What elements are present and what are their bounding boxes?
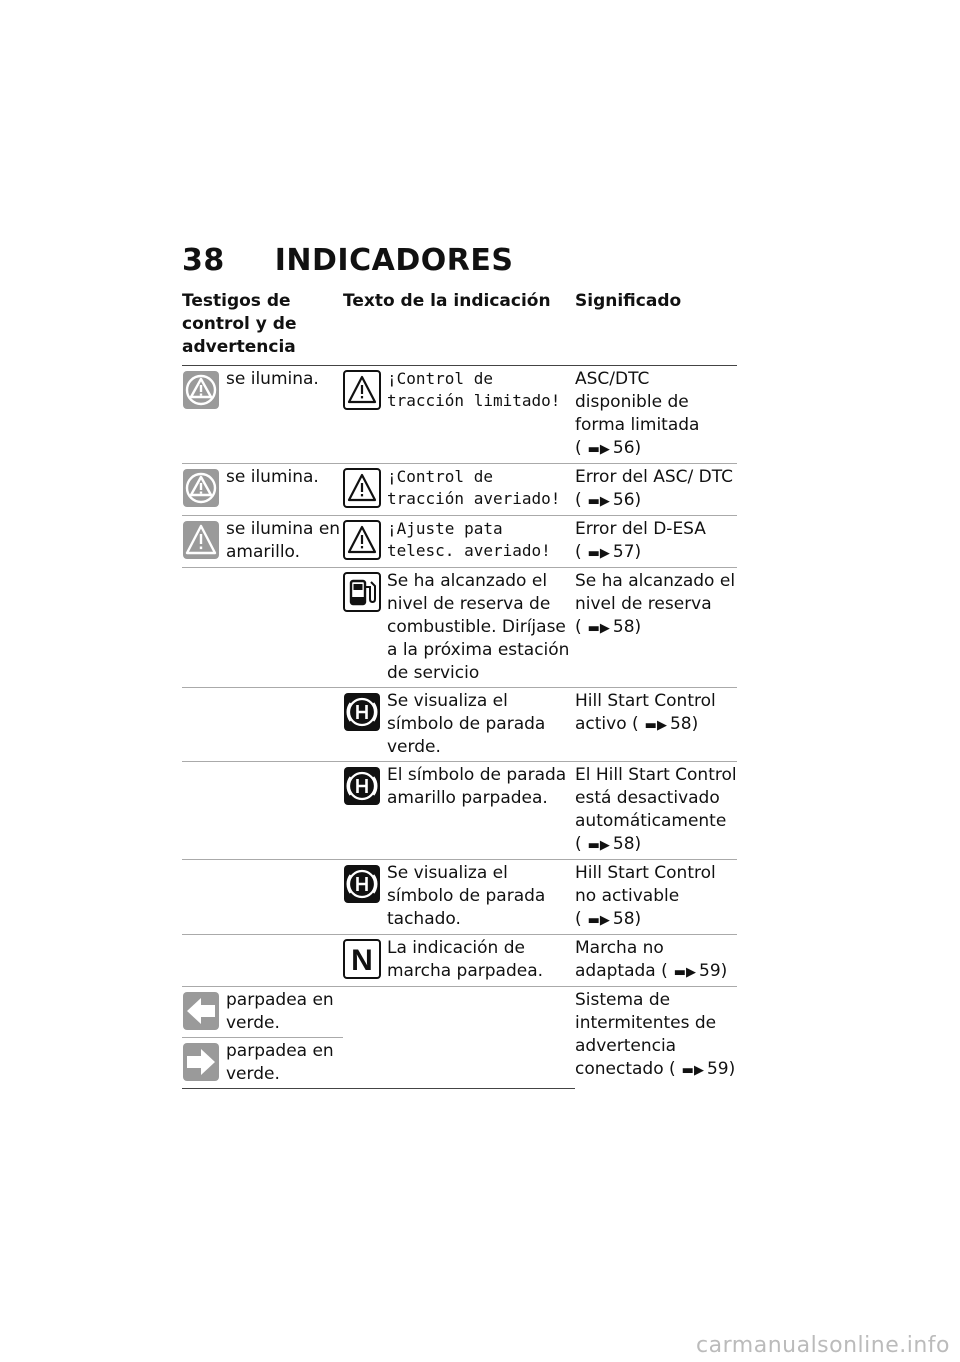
page-reference-arrow-icon: ▬▶ <box>587 838 610 853</box>
page-reference: ( ▬▶ 58) <box>575 834 641 854</box>
section-title: INDICADORES <box>274 242 514 278</box>
page-reference: ( ▬▶ 59) <box>669 1059 735 1079</box>
meaning-text: ASC/DTC disponible de forma limitada <box>575 369 700 435</box>
page-reference: ( ▬▶ 56) <box>575 490 641 510</box>
table-row <box>182 987 737 1038</box>
traction-control-warning-icon <box>182 370 220 410</box>
fuel-reserve-icon <box>343 572 381 612</box>
page-reference-arrow-icon: ▬▶ <box>587 442 610 457</box>
gear-N-icon <box>343 939 381 979</box>
turn-signal-left-icon <box>182 991 220 1031</box>
turn-signal-right-icon <box>182 1042 220 1082</box>
hill-start-control-icon <box>343 864 381 904</box>
warning-triangle-icon <box>343 520 381 560</box>
page-reference: ( ▬▶ 58) <box>632 714 698 734</box>
table-row <box>182 860 737 935</box>
table-row <box>182 935 737 987</box>
display-text: Se visualiza el símbolo de parada verde. <box>387 691 546 757</box>
column-header-text: Texto de la indicación <box>343 290 575 366</box>
page-reference-arrow-icon: ▬▶ <box>587 494 610 509</box>
page-reference-arrow-icon: ▬▶ <box>681 1063 704 1078</box>
meaning-text: Se ha alcanzado el nivel de reserva <box>575 571 736 614</box>
display-text: ¡Control de tracción limitado! <box>387 369 561 410</box>
table-row <box>182 688 737 762</box>
table-row <box>182 762 737 860</box>
indicator-table <box>182 290 737 1089</box>
traction-control-warning-icon <box>182 468 220 508</box>
warning-triangle-icon <box>343 468 381 508</box>
page-reference: ( ▬▶ 58) <box>575 617 641 637</box>
meaning-text: Hill Start Control activo <box>575 691 716 734</box>
page-header <box>182 240 513 280</box>
meaning-text: Sistema de intermitentes de advertencia conectado <box>575 990 717 1079</box>
display-text: La indicación de marcha parpadea. <box>387 938 544 981</box>
page-reference: ( ▬▶ 56) <box>575 438 641 458</box>
table-row <box>182 464 737 516</box>
table-row <box>182 516 737 568</box>
warning-triangle-icon <box>343 370 381 410</box>
hill-start-control-icon <box>343 766 381 806</box>
column-header-meaning: Significado <box>575 290 737 366</box>
display-text: Se visualiza el símbolo de parada tachado. <box>387 863 546 929</box>
page-reference-arrow-icon: ▬▶ <box>587 621 610 636</box>
lamp-status: parpadea en verde. <box>226 1041 334 1084</box>
lamp-status: se ilumina en amarillo. <box>226 519 341 562</box>
meaning-text: El Hill Start Control está desactivado automáticamente <box>575 765 737 831</box>
hill-start-control-icon <box>343 692 381 732</box>
meaning-text: Marcha no adaptada <box>575 938 664 981</box>
display-text: ¡Control de tracción averiado! <box>387 467 561 508</box>
page-reference-arrow-icon: ▬▶ <box>587 913 610 928</box>
display-text: El símbolo de parada amarillo parpadea. <box>387 765 567 808</box>
page-reference-arrow-icon: ▬▶ <box>644 718 667 733</box>
meaning-text: Hill Start Control no activable <box>575 863 716 906</box>
page-reference-arrow-icon: ▬▶ <box>587 546 610 561</box>
column-header-lamps: Testigos de control y de advertencia <box>182 290 343 366</box>
page-reference-arrow-icon: ▬▶ <box>673 965 697 980</box>
display-text: Se ha alcanzado el nivel de reserva de combustible. Diríjase a la próxima estación de servicio <box>387 571 570 683</box>
page-reference: ( ▬▶ 59) <box>661 961 727 981</box>
display-text: ¡Ajuste pata telesc. averiado! <box>387 519 551 560</box>
watermark: carmanualsonline.info <box>696 1333 950 1358</box>
lamp-status: se ilumina. <box>226 467 319 487</box>
page-reference: ( ▬▶ 58) <box>575 909 641 929</box>
table-row <box>182 568 737 688</box>
page-number: 38 <box>182 242 225 278</box>
gear-glyph: N <box>351 944 373 977</box>
lamp-status: se ilumina. <box>226 369 319 389</box>
page-reference: ( ▬▶ 57) <box>575 542 641 562</box>
meaning-text: Error del ASC/ DTC <box>575 467 733 487</box>
meaning-text: Error del D-ESA <box>575 519 706 539</box>
general-warning-lamp-icon <box>182 520 220 560</box>
table-row <box>182 366 737 464</box>
table-header-row <box>182 290 737 366</box>
lamp-status: parpadea en verde. <box>226 990 334 1033</box>
